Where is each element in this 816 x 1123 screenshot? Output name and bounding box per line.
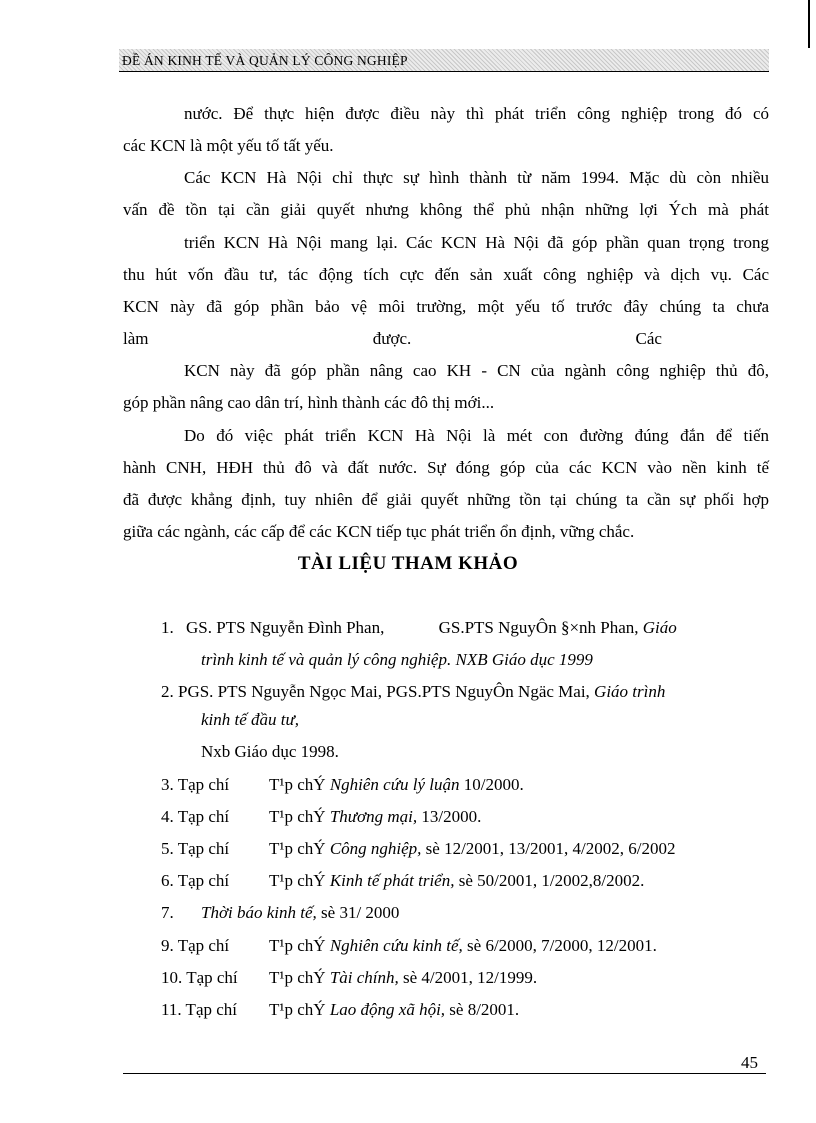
reference-title: Lao động xã hội,	[329, 1000, 446, 1019]
reference-item-cont	[201, 709, 299, 731]
references-heading: TÀI LIỆU THAM KHẢO	[297, 553, 519, 574]
reference-item	[161, 806, 482, 828]
reference-tail: sè 6/2000, 7/2000, 12/2001.	[467, 936, 657, 955]
reference-item	[161, 838, 676, 860]
reference-alt: T¹p chÝ	[269, 968, 326, 987]
body-line-spread	[123, 328, 769, 350]
reference-tail: sè 8/2001.	[449, 1000, 520, 1019]
reference-author: GS. PTS Nguyễn Đình Phan,	[186, 618, 385, 637]
reference-item	[161, 902, 400, 924]
reference-title: trình kinh tế và quản lý công nghiệp. NXB Giáo dục 1999	[201, 650, 593, 669]
reference-number: 7.	[161, 903, 174, 922]
body-line: vấn đề tồn tại cần giải quyết nhưng không thể phủ nhận những lợi Ých mà phát	[123, 200, 769, 219]
reference-title: Thời báo kinh tế,	[201, 903, 317, 922]
body-line: thu hút vốn đầu tư, tác động tích cực đến sản xuất công nghiệp và dịch vụ. Các	[123, 265, 769, 284]
reference-item-cont	[201, 649, 593, 671]
reference-tail: 10/2000.	[463, 775, 524, 794]
reference-alt: T¹p chÝ	[269, 936, 326, 955]
footer-rule	[123, 1073, 766, 1074]
body-line: các KCN là một yếu tố tất yếu.	[123, 136, 334, 155]
body-line: giữa các ngành, các cấp để các KCN tiếp tục phát triển ổn định, vững chắc.	[123, 522, 635, 541]
reference-tail: 13/2000.	[421, 807, 482, 826]
reference-tail: sè 31/ 2000	[321, 903, 400, 922]
reference-title: Kinh tế phát triển,	[329, 871, 455, 890]
body-line: nước. Để thực hiện được điều này thì phát triển công nghiệp trong đó có	[184, 104, 769, 123]
body-line: KCN này đã góp phần nâng cao KH - CN của ngành công nghiệp thủ đô,	[184, 361, 769, 380]
body-line: đã được khẳng định, tuy nhiên để giải quyết những tồn tại chúng ta cần sự phối hợp	[123, 490, 769, 509]
reference-author-alt: GS.PTS NguyÔn §×nh Phan,	[438, 618, 639, 637]
reference-title: Nghiên cứu kinh tế,	[329, 936, 463, 955]
reference-publisher: Nxb Giáo dục 1998.	[201, 742, 339, 761]
reference-item	[161, 870, 645, 892]
reference-item-cont	[201, 741, 339, 763]
reference-number: 5. Tạp chí	[161, 839, 230, 858]
reference-number: 6. Tạp chí	[161, 871, 230, 890]
body-line: Do đó việc phát triển KCN Hà Nội là mét con đường đúng đắn để tiến	[184, 426, 769, 445]
reference-alt: T¹p chÝ	[269, 775, 326, 794]
reference-item	[161, 967, 538, 989]
reference-title: kinh tế đầu tư,	[201, 710, 300, 729]
reference-title: Giáo trình	[594, 682, 666, 701]
body-line: triển KCN Hà Nội mang lại. Các KCN Hà Nội đã góp phần quan trọng trong	[184, 233, 769, 252]
reference-alt: T¹p chÝ	[269, 807, 326, 826]
reference-tail: sè 50/2001, 1/2002,8/2002.	[458, 871, 645, 890]
reference-alt: T¹p chÝ	[269, 871, 326, 890]
reference-item	[161, 774, 524, 796]
reference-item	[161, 617, 677, 639]
reference-number: 4. Tạp chí	[161, 807, 230, 826]
reference-title: Thương mại,	[329, 807, 418, 826]
reference-title: Nghiên cứu lý luận	[329, 775, 460, 794]
reference-alt: T¹p chÝ	[269, 1000, 326, 1019]
reference-item	[161, 681, 665, 703]
reference-number: 1.	[161, 618, 174, 637]
reference-item	[161, 935, 657, 957]
body-line: Các KCN Hà Nội chỉ thực sự hình thành từ năm 1994. Mặc dù còn nhiều	[184, 168, 769, 187]
body-line: góp phần nâng cao dân trí, hình thành các đô thị mới...	[123, 393, 495, 412]
reference-number: 9. Tạp chí	[161, 936, 230, 955]
reference-author: 2. PGS. PTS Nguyễn Ngọc Mai, PGS.PTS NguyÔn Ngäc Mai,	[161, 682, 590, 701]
reference-title: Giáo	[642, 618, 677, 637]
reference-tail: sè 4/2001, 12/1999.	[403, 968, 538, 987]
reference-number: 3. Tạp chí	[161, 775, 230, 794]
body-line: làm được. Các	[123, 329, 662, 348]
page-header-bar	[119, 49, 769, 72]
reference-number: 11. Tạp chí	[161, 1000, 238, 1019]
reference-tail: sè 12/2001, 13/2001, 4/2002, 6/2002	[425, 839, 676, 858]
body-line: hành CNH, HĐH thủ đô và đất nước. Sự đóng góp của các KCN vào nền kinh tế	[123, 458, 769, 477]
reference-number: 10. Tạp chí	[161, 968, 238, 987]
page-border-fragment	[808, 0, 810, 48]
reference-item	[161, 999, 520, 1021]
reference-title: Công nghiệp,	[329, 839, 422, 858]
reference-title: Tài chính,	[329, 968, 399, 987]
page-header-title: ĐỀ ÁN KINH TẾ VÀ QUẢN LÝ CÔNG NGHIỆP	[122, 53, 408, 68]
reference-alt: T¹p chÝ	[269, 839, 326, 858]
page-number: 45	[741, 1053, 758, 1072]
body-line: KCN này đã góp phần bảo vệ môi trường, một yếu tố trước đây chúng ta chưa	[123, 297, 769, 316]
